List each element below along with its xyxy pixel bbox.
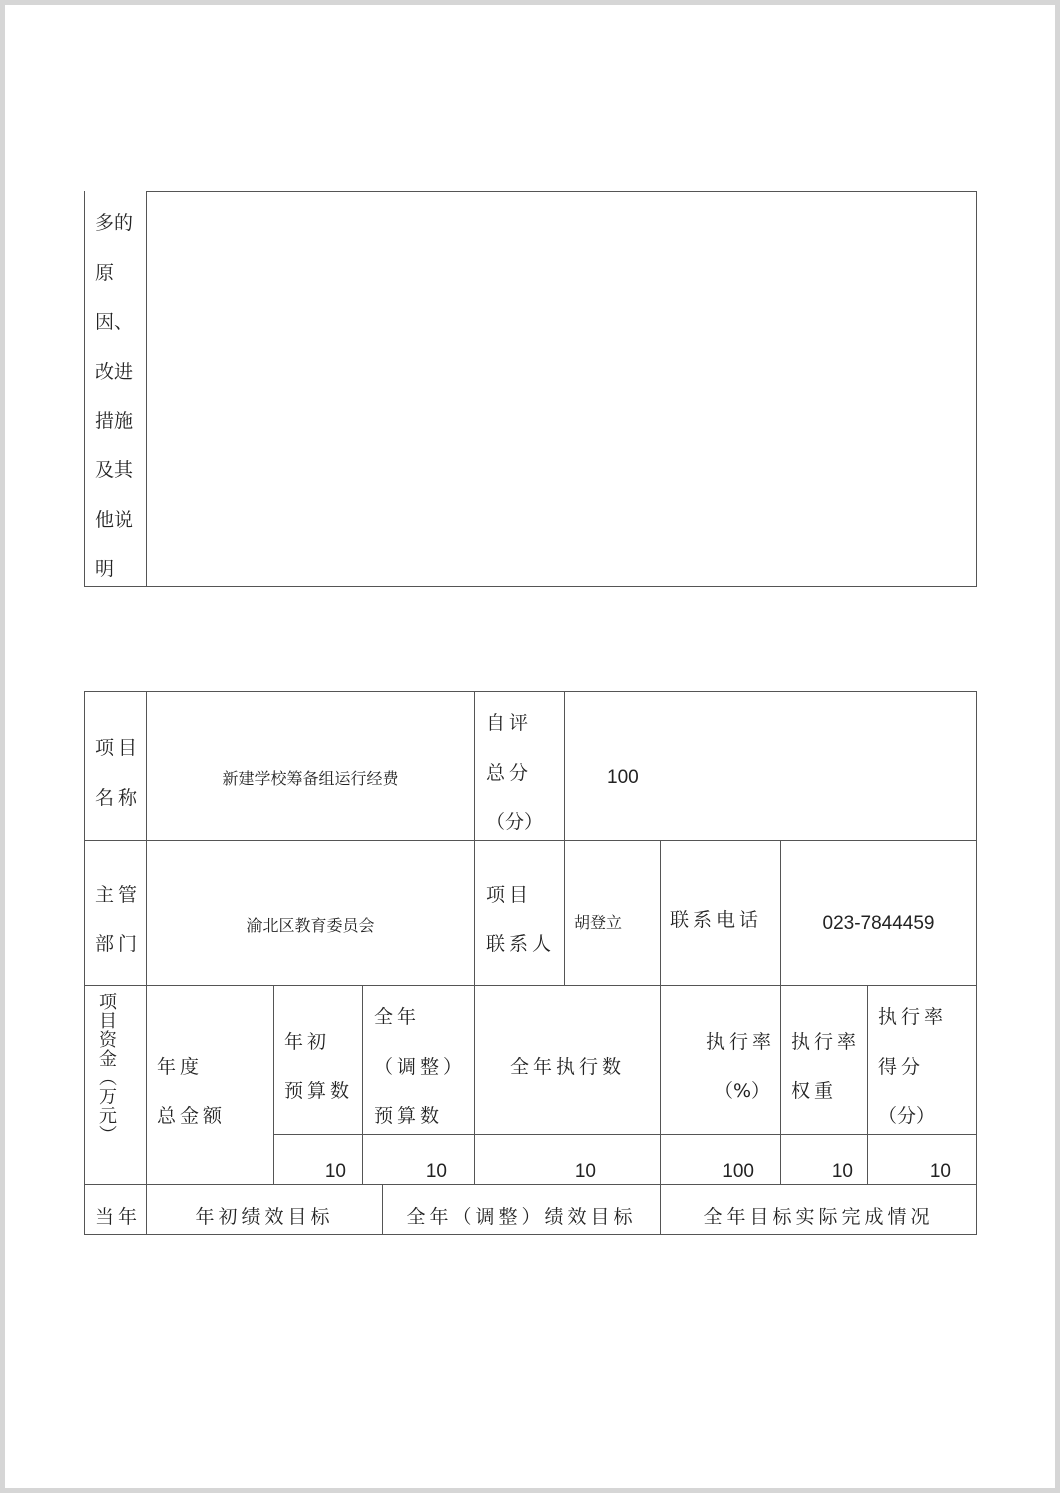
notes-label-line: 因、: [95, 311, 134, 333]
notes-label-line: 改进: [95, 361, 134, 383]
execution-rate-label: 执行率: [706, 1031, 776, 1053]
execution-rate-label: （%）: [714, 1080, 771, 1102]
rule: [84, 586, 977, 587]
rule: [780, 840, 781, 1185]
annual-total-label: 年度: [157, 1056, 204, 1078]
rule: [867, 985, 868, 1185]
rule: [84, 1184, 977, 1185]
initial-goal-label: 年初绩效目标: [195, 1206, 334, 1228]
funds-label: 项目资金（万元）: [96, 992, 117, 1144]
adjusted-goal-label: 全年（调整）绩效目标: [406, 1206, 637, 1228]
rule: [474, 691, 475, 1185]
notes-label-line: 及其: [95, 459, 134, 481]
adjusted-budget-label: 全年: [374, 1006, 421, 1028]
rule: [146, 191, 147, 587]
execution-weight-label: 权重: [791, 1080, 838, 1102]
annual-execution-label: 全年执行数: [509, 1056, 625, 1078]
notes-label-line: 措施: [95, 410, 134, 432]
phone-value: 023-7844459: [822, 913, 935, 934]
rule: [84, 1234, 977, 1235]
year-label: 当年: [95, 1206, 142, 1228]
initial-budget-label: 预算数: [284, 1080, 354, 1102]
notes-label-line: 原: [95, 262, 115, 284]
rule: [564, 691, 565, 986]
notes-label-line: 他说: [95, 509, 134, 531]
rule: [84, 691, 85, 1235]
rule: [362, 985, 363, 1185]
adjusted-budget-label: （调整）: [374, 1056, 467, 1078]
project-name-label: 项目: [95, 737, 142, 759]
rule: [84, 191, 85, 587]
rule: [84, 985, 977, 986]
initial-budget-label: 年初: [284, 1031, 331, 1053]
self-score-label: 总分: [486, 762, 533, 784]
execution-rate-value: 100: [722, 1161, 754, 1182]
adjusted-budget-value: 10: [425, 1161, 447, 1182]
self-score-value: 100: [607, 767, 639, 788]
rule: [273, 1134, 977, 1135]
self-score-label: （分）: [486, 811, 544, 833]
department-value: 渝北区教育委员会: [246, 916, 375, 935]
rule: [84, 691, 977, 692]
execution-score-label: 得分: [878, 1056, 925, 1078]
rule: [273, 985, 274, 1185]
contact-label: 联系人: [486, 933, 556, 955]
execution-weight-label: 执行率: [791, 1031, 861, 1053]
annual-total-label: 总金额: [157, 1105, 227, 1127]
initial-budget-value: 10: [324, 1161, 346, 1182]
rule: [976, 191, 977, 587]
execution-score-value: 10: [929, 1161, 951, 1182]
execution-score-label: （分）: [878, 1105, 936, 1127]
rule: [84, 840, 977, 841]
adjusted-budget-label: 预算数: [374, 1105, 444, 1127]
annual-execution-value: 10: [574, 1161, 596, 1182]
contact-person: 胡登立: [574, 913, 623, 932]
department-label: 部门: [95, 933, 142, 955]
rule: [976, 691, 977, 1235]
notes-label-line: 多的: [95, 212, 134, 234]
project-name: 新建学校筹备组运行经费: [222, 769, 399, 788]
contact-label: 项目: [486, 884, 533, 906]
execution-score-label: 执行率: [878, 1006, 948, 1028]
phone-label: 联系电话: [670, 909, 763, 931]
notes-label-line: 明: [95, 558, 115, 580]
project-name-label: 名称: [95, 787, 142, 809]
execution-weight-value: 10: [831, 1161, 853, 1182]
self-score-label: 自评: [486, 712, 533, 734]
rule: [146, 191, 977, 192]
department-label: 主管: [95, 884, 142, 906]
actual-completion-label: 全年目标实际完成情况: [703, 1206, 934, 1228]
